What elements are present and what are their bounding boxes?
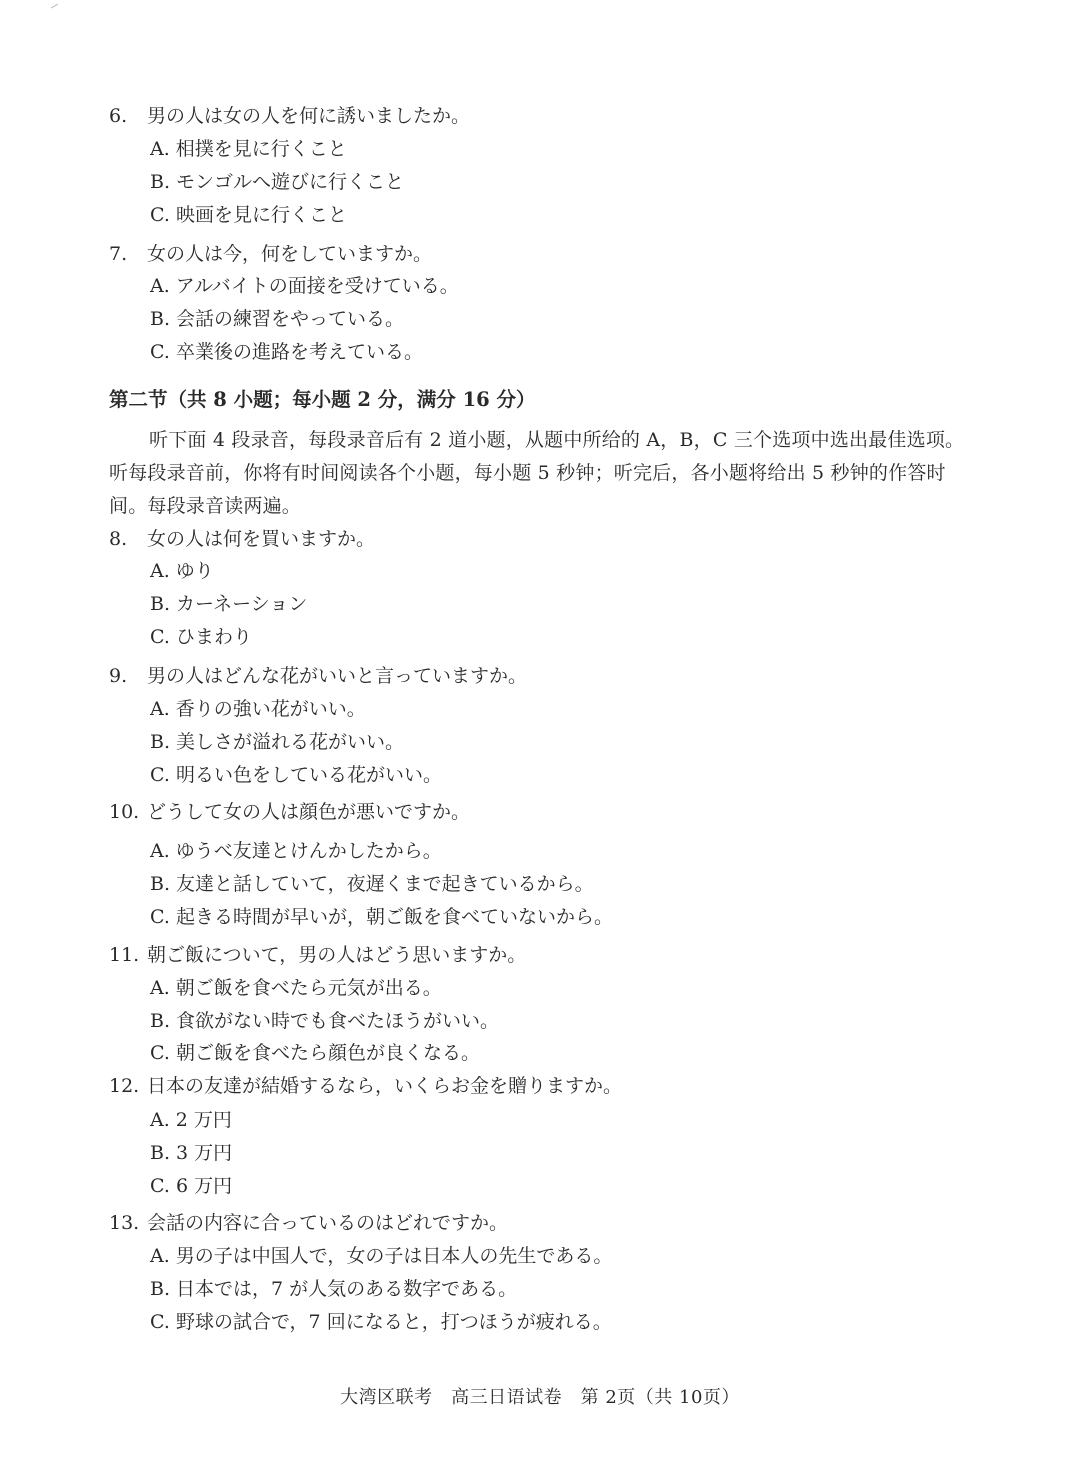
- option-6c: C. 映画を見に行くこと: [150, 204, 347, 226]
- option-11c: C. 朝ご飯を食べたら顔色が良くなる。: [150, 1042, 480, 1064]
- question-6: [109, 104, 470, 128]
- option-8a: A. ゆり: [150, 560, 214, 582]
- question-text: 朝ご飯について，男の人はどう思いますか。: [147, 944, 527, 966]
- option-13a: A. 男の子は中国人で，女の子は日本人の先生である。: [150, 1245, 613, 1267]
- question-text: 女の人は何を買いますか。: [147, 528, 376, 550]
- option-11a: A. 朝ご飯を食べたら元気が出る。: [150, 977, 442, 999]
- option-8b: B. カーネーション: [150, 593, 308, 615]
- option-9b: B. 美しさが溢れる花がいい。: [150, 731, 405, 753]
- option-9c: C. 明るい色をしている花がいい。: [150, 764, 442, 786]
- option-12b: B. 3 万円: [150, 1142, 233, 1164]
- question-number: 8.: [109, 528, 128, 550]
- section-heading: 第二节（共 8 小题；每小题 2 分，满分 16 分）: [109, 388, 536, 411]
- option-7b: B. 会話の練習をやっている。: [150, 308, 405, 330]
- option-13b: B. 日本では，7 が人気のある数字である。: [150, 1278, 518, 1300]
- option-12a: A. 2 万円: [150, 1109, 232, 1131]
- option-9a: A. 香りの強い花がいい。: [150, 698, 366, 720]
- option-8c: C. ひまわり: [150, 626, 252, 648]
- section-instructions: 听下面 4 段录音，每段录音后有 2 道小题，从题中所给的 A，B，C 三个选项中选出最佳选项。听每段录音前，你将有时间阅读各个小题，每小题 5 秒钟；听完后，各小题将给出 5 秒钟的作答时间。每段录音读两遍。: [109, 429, 965, 517]
- question-number: 6.: [109, 105, 128, 127]
- option-10c: C. 起きる時間が早いが，朝ご飯を食べていないから。: [150, 906, 613, 928]
- scan-mark: [48, 0, 58, 9]
- question-number: 10.: [109, 801, 140, 823]
- question-text: 会話の内容に合っているのはどれですか。: [147, 1212, 509, 1234]
- question-text: 女の人は今，何をしていますか。: [147, 243, 433, 265]
- question-7: [109, 242, 432, 266]
- question-number: 11.: [109, 944, 140, 966]
- question-text: 男の人はどんな花がいいと言っていますか。: [147, 665, 528, 687]
- option-12c: C. 6 万円: [150, 1175, 233, 1197]
- question-9: [109, 664, 527, 688]
- question-number: 9.: [109, 665, 128, 687]
- option-10a: A. ゆうべ友達とけんかしたから。: [150, 840, 442, 862]
- option-10b: B. 友達と話していて，夜遅くまで起きているから。: [150, 873, 594, 895]
- question-11: [109, 943, 526, 967]
- question-number: 12.: [109, 1075, 140, 1097]
- option-7c: C. 卒業後の進路を考えている。: [150, 341, 423, 363]
- question-text: 日本の友達が結婚するなら，いくらお金を贈りますか。: [147, 1075, 623, 1097]
- question-12: [109, 1074, 622, 1098]
- option-11b: B. 食欲がない時でも食べたほうがいい。: [150, 1010, 500, 1032]
- option-13c: C. 野球の試合で，7 回になると，打つほうが疲れる。: [150, 1311, 612, 1333]
- page-footer: 大湾区联考 高三日语试卷 第 2页（共 10页）: [340, 1387, 740, 1408]
- question-13: [109, 1211, 508, 1235]
- question-number: 13.: [109, 1212, 140, 1234]
- option-6b: B. モンゴルへ遊びに行くこと: [150, 171, 405, 193]
- question-10: [109, 800, 470, 824]
- question-text: どうして女の人は顔色が悪いですか。: [147, 801, 471, 823]
- question-number: 7.: [109, 243, 128, 265]
- option-6a: A. 相撲を見に行くこと: [150, 138, 347, 160]
- option-7a: A. アルバイトの面接を受けている。: [150, 275, 459, 297]
- question-text: 男の人は女の人を何に誘いましたか。: [147, 105, 471, 127]
- question-8: [109, 527, 375, 551]
